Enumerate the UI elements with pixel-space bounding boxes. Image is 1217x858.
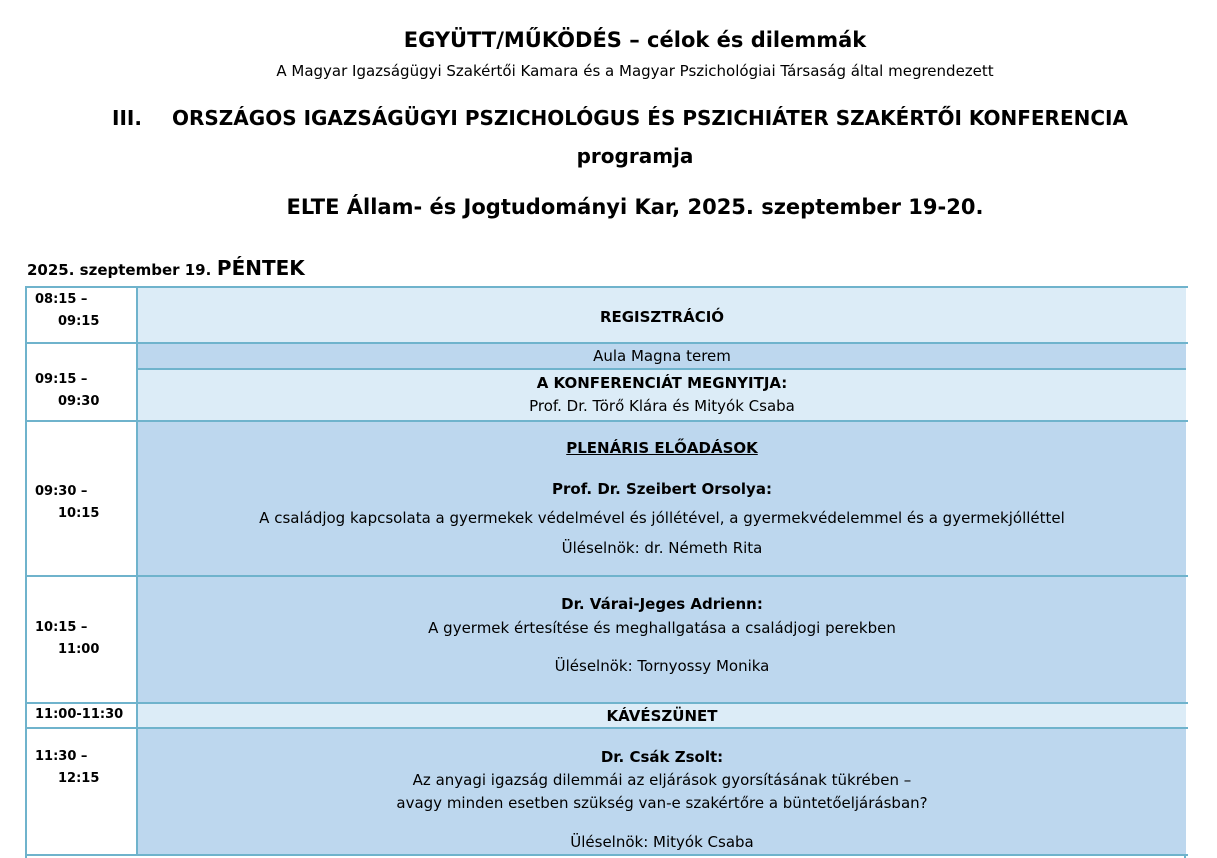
document-subtitle: A Magyar Igazságügyi Szakértői Kamara és a Magyar Pszichológiai Társaság által megrendezett xyxy=(276,62,994,80)
time-plenary xyxy=(27,422,138,575)
time-start: 08:15 – xyxy=(35,292,88,307)
registration-cell xyxy=(138,288,1186,342)
opening-cell xyxy=(138,370,1186,420)
opening-names: Prof. Dr. Törő Klára és Mityók Csaba xyxy=(529,397,795,415)
talk2-chair: Üléselnök: Tornyossy Monika xyxy=(554,657,770,675)
break-cell xyxy=(138,704,1186,727)
room-name: Aula Magna terem xyxy=(593,347,731,365)
time-end: 09:15 xyxy=(58,314,100,329)
registration-title: REGISZTRÁCIÓ xyxy=(599,308,725,326)
talk2-cell xyxy=(138,577,1186,702)
opening-title: A KONFERENCIÁT MEGNYITJA: xyxy=(536,374,788,392)
talk3-topic-line1: Az anyagi igazság dilemmái az eljárások gyorsításának tükrében – xyxy=(412,771,912,789)
plenary-speaker: Prof. Dr. Szeibert Orsolya: xyxy=(552,480,772,498)
conference-number: III. xyxy=(112,106,142,130)
time-talk2 xyxy=(27,577,138,702)
plenary-topic: A családjog kapcsolata a gyermekek védelmével és jóllétével, a gyermekvédelemmel és a gyermekjólléttel xyxy=(259,509,1065,527)
time-end: 12:15 xyxy=(58,771,100,786)
venue-date: ELTE Állam- és Jogtudományi Kar, 2025. szeptember 19-20. xyxy=(286,195,984,219)
plenary-heading: PLENÁRIS ELŐADÁSOK xyxy=(566,439,758,457)
document-title: EGYÜTT/MŰKÖDÉS – célok és dilemmák xyxy=(403,28,867,52)
plenary-cell xyxy=(138,422,1186,575)
talk2-topic: A gyermek értesítése és meghallgatása a családjogi perekben xyxy=(428,619,896,637)
programja-label: programja xyxy=(576,144,694,168)
time-end: 11:00 xyxy=(58,642,100,657)
time-end: 09:30 xyxy=(58,394,100,409)
time-start: 10:15 – xyxy=(35,620,88,635)
talk3-topic-line2: avagy minden esetben szükség van-e szakértőre a büntetőeljárásban? xyxy=(396,794,928,812)
room-cell xyxy=(138,344,1186,368)
day-heading xyxy=(27,256,305,280)
break-title: KÁVÉSZÜNET xyxy=(606,707,718,725)
time-registration xyxy=(27,288,138,342)
talk2-speaker: Dr. Várai-Jeges Adrienn: xyxy=(561,595,763,613)
time-start: 11:30 – xyxy=(35,749,88,764)
conference-name: ORSZÁGOS IGAZSÁGÜGYI PSZICHOLÓGUS ÉS PSZICHIÁTER SZAKÉRTŐI KONFERENCIA xyxy=(172,106,1128,130)
table-border-bottom xyxy=(27,854,1188,856)
time-talk3 xyxy=(27,729,138,854)
day-weekday: PÉNTEK xyxy=(216,256,305,280)
time-opening xyxy=(27,344,138,420)
day-date: 2025. szeptember 19. xyxy=(27,261,212,279)
plenary-chair: Üléselnök: dr. Németh Rita xyxy=(561,539,763,557)
talk3-speaker: Dr. Csák Zsolt: xyxy=(600,748,724,766)
schedule-table xyxy=(25,286,1186,858)
time-end: 10:15 xyxy=(58,506,100,521)
time-start: 09:30 – xyxy=(35,484,88,499)
time-break xyxy=(27,704,138,727)
talk3-cell xyxy=(138,729,1186,854)
break-time: 11:00-11:30 xyxy=(35,707,124,722)
talk3-chair: Üléselnök: Mityók Csaba xyxy=(570,833,754,851)
time-start: 09:15 – xyxy=(35,372,88,387)
